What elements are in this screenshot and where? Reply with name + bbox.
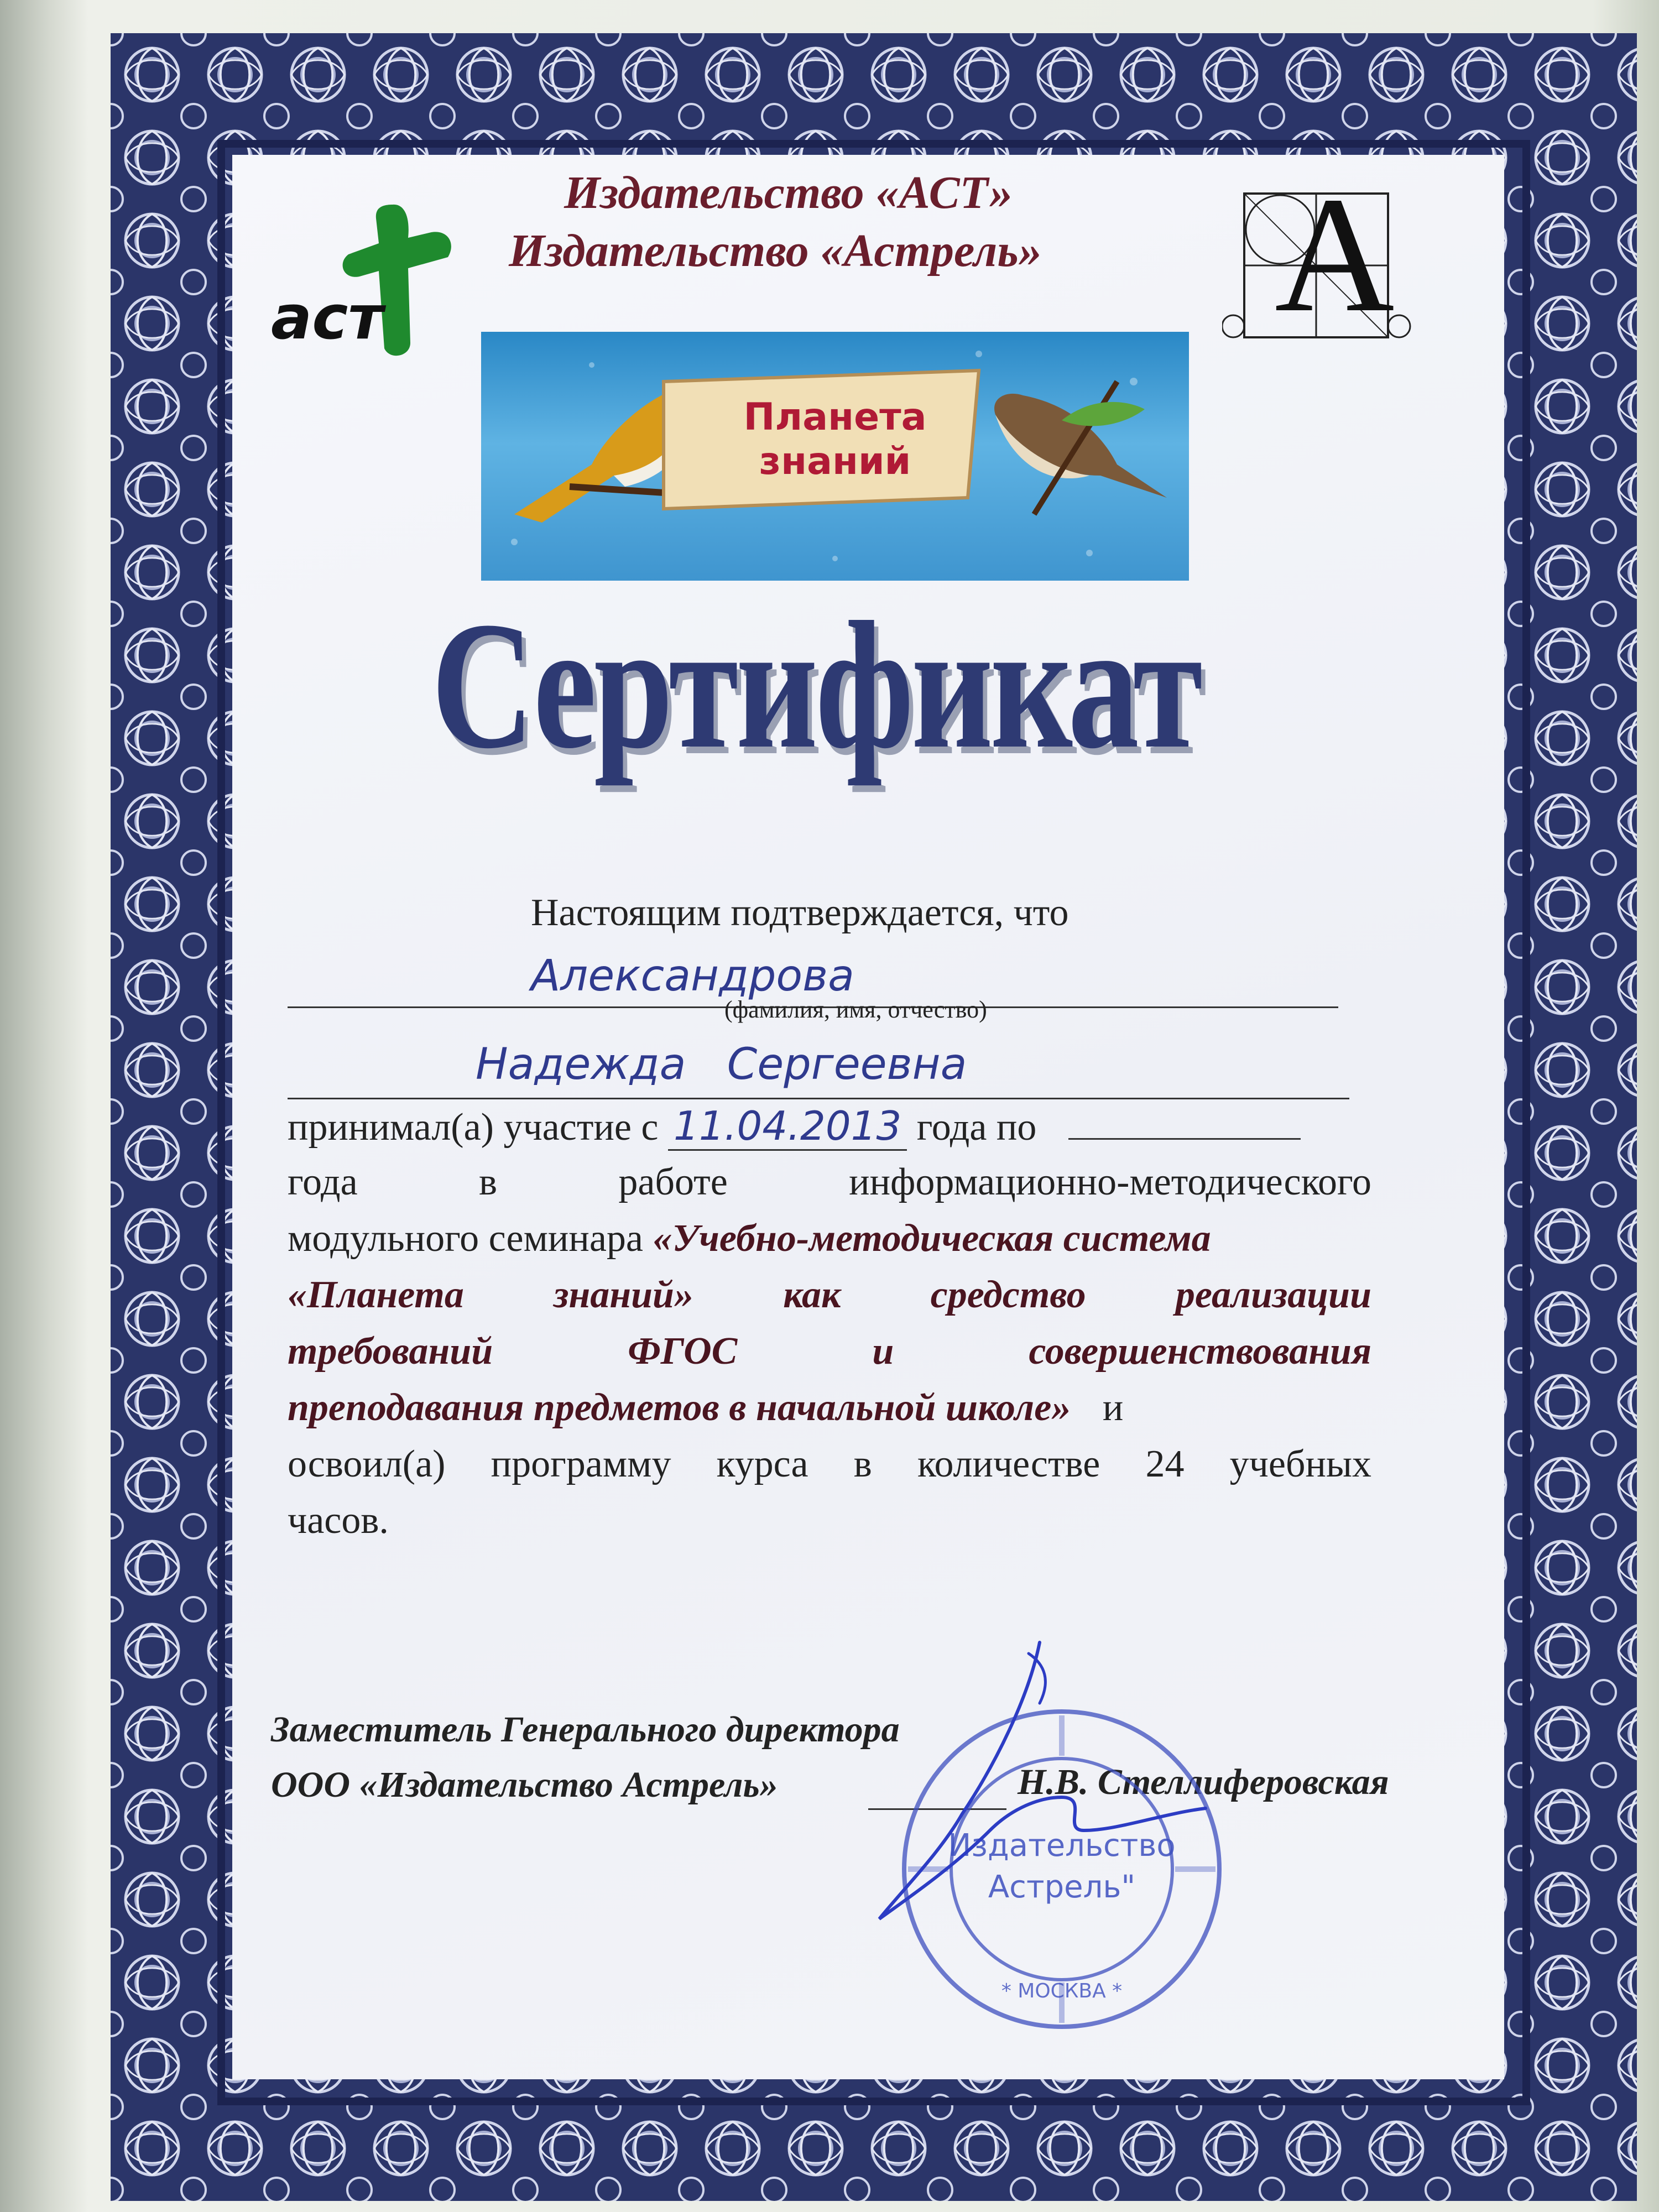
handwritten-signature: [830, 1631, 1217, 1936]
body-line-6-plain: и: [1102, 1386, 1124, 1429]
body-line-8: часов.: [288, 1499, 389, 1542]
body-line-7: освоил(а) программу курса в количестве 24 учебных: [288, 1443, 1371, 1485]
body-line-2: года в работе информационно-методического: [288, 1161, 1371, 1203]
body-line-3: [288, 1211, 1371, 1267]
body-line-3-bold: «Учебно-методическая система: [653, 1217, 1211, 1260]
signatory-name: Н.В. Стеллиферовская: [1018, 1762, 1389, 1802]
surname-handwritten: Александрова: [531, 951, 854, 1001]
body-line-6: [288, 1380, 1371, 1436]
intro-text: Настоящим подтверждается, что: [531, 891, 1069, 934]
stamp-text-line2: Астрель": [988, 1869, 1136, 1905]
end-date-blank: [1068, 1138, 1301, 1140]
body-line-participation: [288, 1098, 1371, 1156]
planeta-znaniy-banner: [481, 332, 1189, 581]
banner-title-line2: знаний: [759, 440, 911, 483]
publisher-astrel: Издательство «Астрель»: [509, 225, 1042, 276]
body-line-4: «Планета знаний» как средство реализации: [288, 1274, 1371, 1316]
signatory-company: ООО «Издательство Астрель»: [271, 1765, 778, 1805]
body-line-6-bold: преподавания предметов в начальной школе»: [288, 1386, 1071, 1429]
fio-caption: (фамилия, имя, отчество): [724, 996, 987, 1023]
signature-scribble: [830, 1631, 1217, 1936]
astrel-letter: А: [1275, 163, 1395, 346]
certificate-title: Сертификат: [431, 585, 1201, 786]
body-line-3-plain: модульного семинара: [288, 1217, 643, 1260]
astrel-logo: [1222, 163, 1421, 348]
ast-logo-text: аст: [271, 282, 384, 353]
publisher-ast: Издательство «АСТ»: [564, 167, 1013, 218]
stamp-text-line1: Издательство: [948, 1828, 1176, 1864]
participation-suffix: года по: [916, 1106, 1037, 1149]
body-line-5: требований ФГОС и совершенствования: [288, 1330, 1371, 1373]
signatory-position: Заместитель Генерального директора: [271, 1709, 900, 1750]
banner-title-line1: Планета: [743, 395, 927, 439]
given-name-handwritten: Надежда Сергеевна: [476, 1040, 967, 1089]
participation-prefix: принимал(а) участие с: [288, 1106, 659, 1149]
stamp-ring-bottom: * МОСКВА *: [1001, 1980, 1123, 2002]
date-handwritten: 11.04.2013: [668, 1103, 907, 1151]
ast-logo: [265, 199, 487, 365]
